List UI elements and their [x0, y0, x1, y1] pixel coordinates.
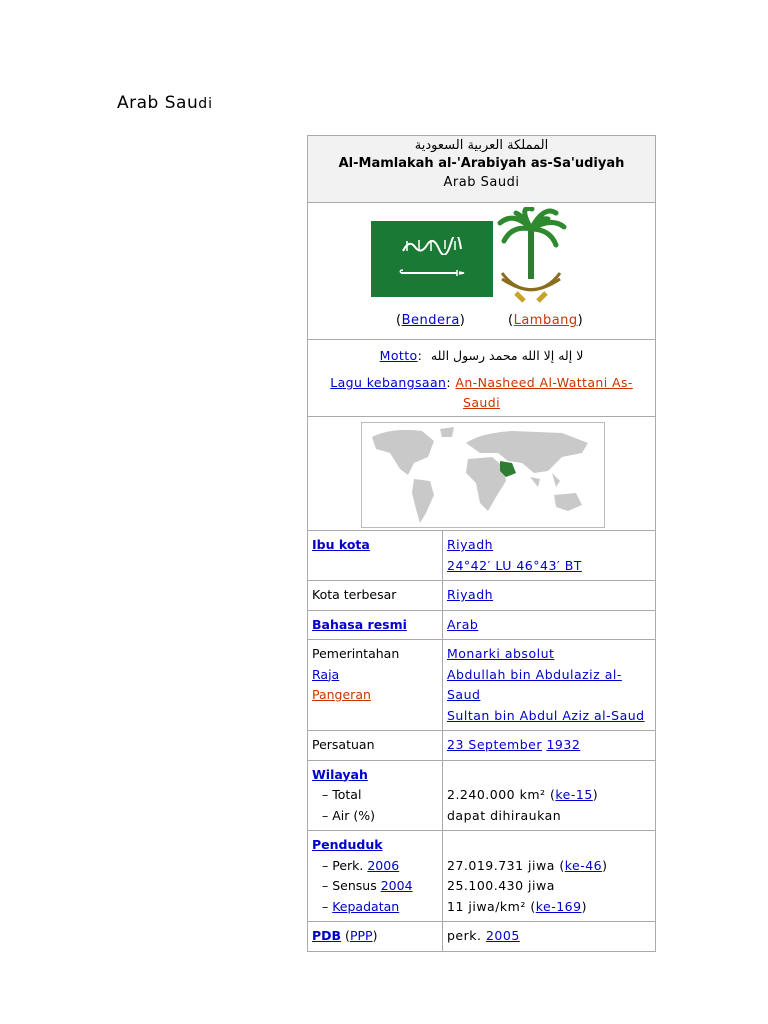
- prince-link[interactable]: Sultan bin Abdul Aziz al-Saud: [447, 707, 645, 723]
- area-water: dapat dihiraukan: [447, 807, 562, 823]
- population-row: Penduduk – Perk. 2006 – Sensus 2004 – Kepadatan 27.019.731 jiwa (ke-46) 25.100.430 jiwa 11 jiwa/km² (ke-169): [308, 831, 656, 922]
- flag-image[interactable]: [371, 221, 493, 297]
- palm-swords-emblem-icon[interactable]: [494, 207, 568, 307]
- largest-city-row: [308, 581, 656, 611]
- population-est-year-link[interactable]: 2006: [367, 857, 400, 873]
- capital-link[interactable]: Riyadh: [447, 537, 494, 552]
- motto-text: لا إله إلا الله محمد رسول الله: [430, 348, 584, 363]
- coords-link[interactable]: 24°42′ LU 46°43′ BT: [447, 557, 582, 573]
- king-link[interactable]: Abdullah bin Abdulaziz al-Saud: [447, 666, 622, 702]
- capital-row: [308, 531, 656, 581]
- language-label-link[interactable]: Bahasa resmi: [312, 616, 407, 632]
- sword-icon: [399, 269, 465, 277]
- unification-label: Persatuan: [308, 731, 443, 761]
- gdp-year-link[interactable]: 2005: [485, 928, 520, 943]
- area-rank-link[interactable]: ke-15: [555, 787, 593, 802]
- population-est-label: Perk.: [332, 857, 364, 873]
- largest-city-link[interactable]: Riyadh: [447, 587, 494, 602]
- government-row: [308, 640, 656, 731]
- density-value: 11 jiwa/km²: [447, 898, 526, 914]
- common-name: Arab Saudi: [443, 175, 520, 190]
- world-map-image: [361, 422, 605, 528]
- anthem-link[interactable]: An-Nasheed Al-Wattani As-Saudi: [455, 375, 633, 410]
- flag-caption-link[interactable]: Bendera: [401, 313, 460, 328]
- infobox: [307, 135, 656, 952]
- government-link[interactable]: Monarki absolut: [447, 646, 555, 661]
- gdp-row: PDB (PPP) perk. 2005: [308, 922, 656, 952]
- capital-label-link[interactable]: Ibu kota: [312, 537, 370, 552]
- page-title: Arab Saudi: [117, 93, 213, 113]
- density-rank-link[interactable]: ke-169: [535, 898, 582, 914]
- ppp-link[interactable]: PPP: [349, 928, 373, 943]
- unification-year-link[interactable]: 1932: [546, 737, 581, 752]
- population-census: 25.100.430 jiwa: [447, 878, 555, 893]
- king-label-link[interactable]: Raja: [312, 666, 340, 682]
- population-est: 27.019.731 jiwa: [447, 857, 555, 873]
- unification-row: [308, 731, 656, 761]
- arabic-name: المملكة العربية السعودية: [414, 138, 549, 153]
- flag-emblem-row: (Bendera) (Lambang): [308, 203, 656, 340]
- motto-row: Motto: لا إله إلا الله محمد رسول الله Lagu kebangsaan: An-Nasheed Al-Wattani As-Saudi: [308, 340, 656, 417]
- area-water-label: Air (%): [332, 807, 376, 823]
- infobox-header: [308, 136, 656, 203]
- area-total: 2.240.000 km²: [447, 787, 546, 802]
- unification-date-link[interactable]: 23 September: [447, 737, 542, 752]
- gdp-prefix: perk.: [447, 928, 482, 943]
- emblem-caption-link[interactable]: Lambang: [513, 313, 578, 328]
- area-row: Wilayah – Total – Air (%) 2.240.000 km² (ke-15) dapat dihiraukan: [308, 760, 656, 831]
- language-row: [308, 610, 656, 640]
- latin-name: Al-Mamlakah al-'Arabiyah as-Sa'udiyah: [338, 156, 625, 171]
- map-row: [308, 417, 656, 531]
- shahada-icon: [401, 237, 463, 255]
- density-label-link[interactable]: Kepadatan: [332, 898, 400, 914]
- population-label-link[interactable]: Penduduk: [312, 837, 383, 852]
- gdp-label-link[interactable]: PDB: [312, 928, 342, 943]
- language-link[interactable]: Arab: [447, 616, 479, 632]
- population-census-label: Sensus: [332, 878, 377, 893]
- area-label-link[interactable]: Wilayah: [312, 766, 368, 782]
- population-census-year-link[interactable]: 2004: [380, 878, 413, 893]
- area-total-label: Total: [332, 787, 362, 802]
- largest-city-label: Kota terbesar: [308, 581, 443, 611]
- prince-label-link[interactable]: Pangeran: [312, 687, 371, 702]
- population-rank-link[interactable]: ke-46: [564, 857, 603, 873]
- government-label: Pemerintahan: [312, 646, 400, 661]
- anthem-label-link[interactable]: Lagu kebangsaan: [330, 375, 447, 390]
- motto-link[interactable]: Motto: [379, 348, 418, 363]
